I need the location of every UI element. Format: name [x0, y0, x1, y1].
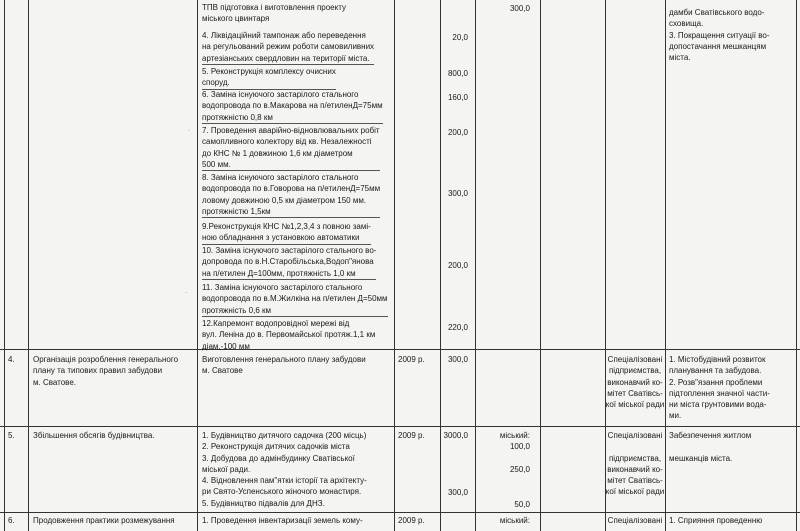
- column-line: [540, 0, 541, 531]
- measure-text: 10. Заміна існуючого застарілого стального во- допровода по в.Н.Старобільська,Водоп"янова на п/етилен Д=100мм, протяжність 1,0 км: [202, 245, 376, 280]
- measure-text: 5. Реконструкція комплексу очисних споруд.: [202, 66, 336, 90]
- executor-text: Спеціалізовані підприємства, виконавчий ко- мітет Сватівсь- кої міської ради: [605, 355, 665, 410]
- column-line: [665, 0, 666, 531]
- expected-results: дамби Сватівського водо- сховища. 3. Покращення ситуації во- допостачання мешканцям міста.: [669, 8, 770, 63]
- year-value: 2009 р.: [398, 431, 425, 440]
- amount-value: 160,0: [447, 93, 468, 102]
- row-number: 6.: [8, 516, 15, 525]
- amount-value: 220,0: [447, 323, 468, 332]
- row-number: 4.: [8, 355, 15, 364]
- measure-text: 12.Капремонт водопровідної мережі від вул. Леніна до в. Первомайської протяж.1,1 км діам.-100 мм: [202, 319, 376, 351]
- amount-value: 800,0: [447, 69, 468, 78]
- row-line: [0, 426, 800, 427]
- amount-value: 300,0: [447, 355, 468, 364]
- measure-text: 1. Проведення інвентаризації земель кому-: [202, 516, 363, 525]
- executor-text: Спеціалізовані підприємства, виконавчий ко- мітет Сватівсь- кої міської ради: [605, 431, 665, 497]
- expected-results: Забезпечення житлом мешканців міста.: [669, 431, 752, 463]
- column-line: [4, 0, 5, 531]
- column-line: [394, 0, 395, 531]
- expected-results: 1. Містобудівний розвиток планування та забудова. 2. Розв"язання проблеми підтоплення значної части- ни міста грунтовими вода- ми.: [669, 355, 770, 421]
- source-amount: 250,0: [509, 465, 530, 474]
- executor-text: Спеціалізовані: [607, 516, 663, 525]
- source-amount: 50,0: [514, 500, 530, 509]
- measure-text: 7. Проведення аварійно-відновлювальних робіт самопливного колектору від кв. Незалежності до КНС № 1 довжиною 1,6 км діаметром 500 мм.: [202, 125, 380, 171]
- column-line: [475, 0, 476, 531]
- measure-text: ТПВ підготовка і виготовлення проекту міського цвинтаря: [202, 3, 346, 24]
- scan-dot: ·: [188, 128, 190, 134]
- task-text: Збільшення обсягів будівництва.: [33, 431, 155, 440]
- column-line: [28, 0, 29, 531]
- measure-text: 11. Заміна існуючого застарілого стального водопровода по в.М.Жилкіна на п/етилен Д=50мм протяжність 0,6 км: [202, 282, 388, 317]
- task-text: Організація розроблення генерального плану та типових правил забудови м. Сватове.: [33, 355, 179, 387]
- amount-value: 200,0: [447, 128, 468, 137]
- measure-text: 1. Будівництво дитячого садочка (200 місць) 2. Реконструкція дитячих садочків міста 3. Добудова до адмінбудинку Сватівської міської ради. 4. Відновлення пам"ятки історії та архітекту- ри Свято-Успенського жіночого монастиря. 5. Будівництво підвалів для ДНЗ.: [202, 431, 367, 508]
- amount-value: 300,0: [447, 488, 468, 497]
- row-line: [0, 349, 800, 350]
- measure-text: 9.Реконструкція КНС №1,2,3,4 з повною замі- ною обладнання з установкою автоматики: [202, 221, 371, 245]
- funding-source: міський:: [499, 431, 530, 440]
- column-line: [796, 0, 797, 531]
- measure-text: 8. Заміна існуючого застарілого стального водопровода по в.Говорова на п/етиленД=75мм ловому довжиною 0,5 км діаметром 150 мм. протяжністю 1,5км: [202, 172, 380, 218]
- measure-text: 4. Ліквідаційний тампонаж або переведення на регульований режим роботи самовиливних артезіанських свердловин на території міста.: [202, 30, 374, 65]
- source-amount: 100,0: [509, 442, 530, 451]
- expected-results: 1. Сприяння проведенню: [669, 516, 763, 525]
- year-value: 2009 р.: [398, 355, 425, 364]
- measure-text: 6. Заміна існуючого застарілого стального водопровода по в.Макарова на п/етиленД=75мм протяжністю 0,8 км: [202, 89, 383, 124]
- amount-value: 3000,0: [443, 431, 468, 440]
- amount-value: 300,0: [509, 4, 530, 13]
- year-value: 2009 р.: [398, 516, 425, 525]
- amount-value: 300,0: [447, 189, 468, 198]
- amount-value: 200,0: [447, 261, 468, 270]
- scan-dot: ·: [185, 290, 187, 296]
- measure-text: Виготовлення генерального плану забудови м. Сватове: [202, 355, 366, 376]
- amount-value: 20,0: [452, 33, 468, 42]
- column-line: [197, 0, 198, 531]
- task-text: Продовження практики розмежування: [33, 516, 175, 525]
- funding-source: міський:: [499, 516, 530, 525]
- row-number: 5.: [8, 431, 15, 440]
- row-line: [0, 512, 800, 513]
